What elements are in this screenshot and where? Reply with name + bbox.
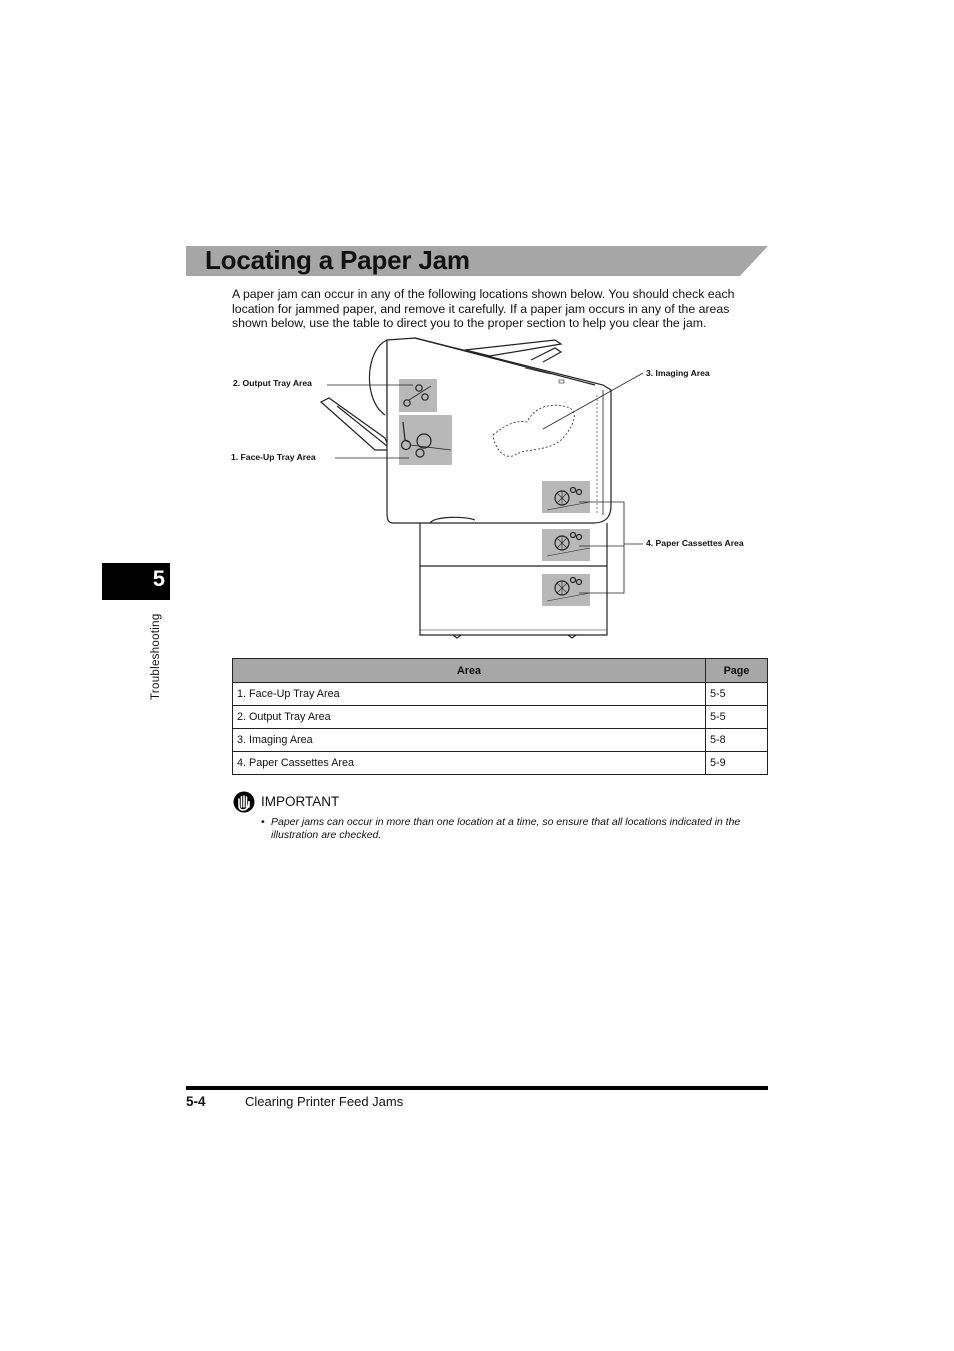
callout-face-up-tray: 1. Face-Up Tray Area bbox=[231, 452, 316, 462]
jam-areas-table bbox=[232, 658, 768, 775]
footer-rule bbox=[186, 1086, 768, 1090]
chapter-tab bbox=[102, 563, 170, 600]
cell-page: 5-8 bbox=[706, 729, 768, 752]
important-text: Paper jams can occur in more than one location at a time, so ensure that all locations indicated in the illustration are checked. bbox=[271, 816, 741, 841]
chapter-number: 5 bbox=[152, 566, 165, 591]
page-title: Locating a Paper Jam bbox=[205, 245, 470, 275]
table-row bbox=[233, 729, 768, 752]
header-page: Page bbox=[706, 659, 768, 683]
bullet: • bbox=[261, 816, 265, 828]
hand-icon bbox=[233, 790, 255, 814]
printer-illustration bbox=[225, 330, 770, 640]
cell-page: 5-5 bbox=[706, 706, 768, 729]
table-row bbox=[233, 683, 768, 706]
cell-page: 5-9 bbox=[706, 752, 768, 775]
cell-area: 1. Face-Up Tray Area bbox=[233, 683, 706, 706]
cell-area: 4. Paper Cassettes Area bbox=[233, 752, 706, 775]
cell-area: 2. Output Tray Area bbox=[233, 706, 706, 729]
table-row bbox=[233, 752, 768, 775]
cell-page: 5-5 bbox=[706, 683, 768, 706]
callout-imaging: 3. Imaging Area bbox=[646, 368, 710, 378]
intro-paragraph: A paper jam can occur in any of the following locations shown below. You should check each location for jammed paper, and remove it carefully. If a paper jam occurs in any of the areas shown below, use the table to direct you to the proper section to help you clear the jam. bbox=[232, 287, 735, 331]
table-row bbox=[233, 706, 768, 729]
footer-chapter-title: Clearing Printer Feed Jams bbox=[245, 1094, 404, 1109]
important-title: IMPORTANT bbox=[261, 794, 340, 809]
callout-paper-cassettes: 4. Paper Cassettes Area bbox=[646, 538, 744, 548]
table-header-row bbox=[233, 659, 768, 683]
cell-area: 3. Imaging Area bbox=[233, 729, 706, 752]
header-area: Area bbox=[233, 659, 706, 683]
hand-icon-graphic bbox=[233, 790, 255, 814]
footer-page-number: 5-4 bbox=[186, 1094, 206, 1109]
section-label: Troubleshooting bbox=[150, 613, 162, 700]
callout-output-tray: 2. Output Tray Area bbox=[233, 378, 312, 388]
